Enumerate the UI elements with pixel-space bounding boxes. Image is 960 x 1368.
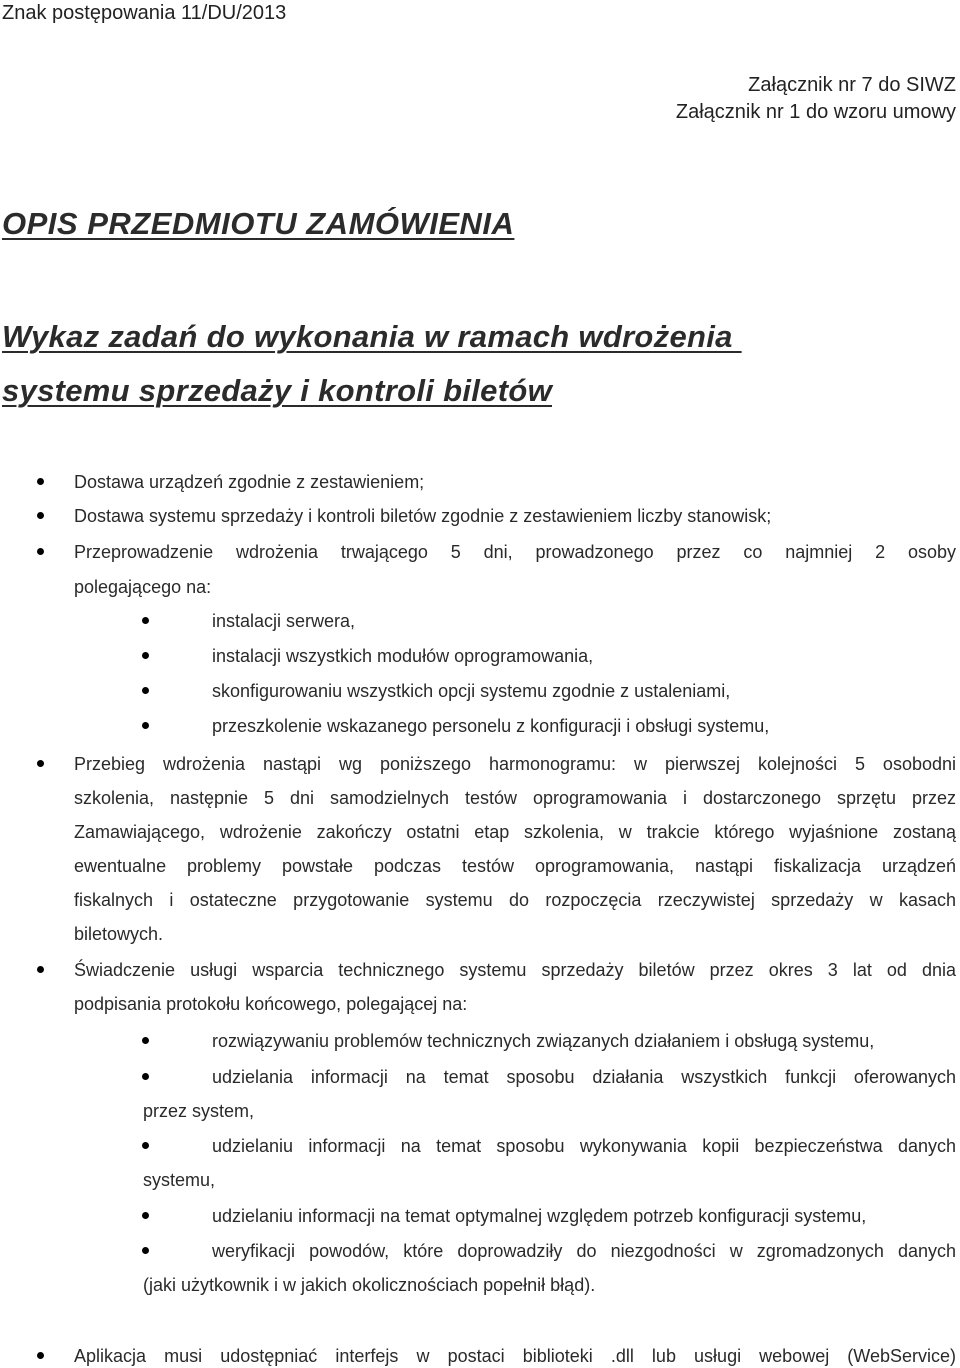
attachment-contract: Załącznik nr 1 do wzoru umowy (675, 101, 956, 123)
bullet-icon (142, 1142, 149, 1149)
bullet-icon (142, 1073, 149, 1080)
sub-list-item: rozwiązywaniu problemów technicznych związanych działaniem i obsługą systemu, (212, 1031, 875, 1051)
list-item-continuation: podpisania protokołu końcowego, polegającej na: (74, 994, 468, 1014)
list-item-continuation: Zamawiającego, wdrożenie zakończy ostatni etap szkolenia, w trakcie którego wyjaśnione zostaną (74, 822, 956, 842)
bullet-icon (142, 687, 149, 694)
bullet-icon (142, 1037, 149, 1044)
bullet-icon (37, 1352, 44, 1359)
bullet-icon (37, 478, 44, 485)
list-item-continuation: fiskalnych i ostateczne przygotowanie systemu do rozpoczęcia rzeczywistej sprzedaży w kasach (74, 890, 956, 910)
bullet-icon (142, 1247, 149, 1254)
sub-list-item-continuation: przez system, (143, 1101, 255, 1121)
bullet-icon (37, 966, 44, 973)
bullet-icon (37, 512, 44, 519)
bullet-icon (37, 760, 44, 767)
sub-list-item: skonfigurowaniu wszystkich opcji systemu zgodnie z ustaleniami, (212, 681, 731, 701)
sub-list-item: instalacji wszystkich modułów oprogramowania, (212, 646, 594, 666)
sub-list-item: weryfikacji powodów, które doprowadziły do niezgodności w zgromadzonych danych (212, 1241, 956, 1261)
bullet-icon (142, 1212, 149, 1219)
subtitle-line-1: Wykaz zadań do wykonania w ramach wdrożenia (2, 319, 742, 354)
bullet-icon (37, 548, 44, 555)
case-number: Znak postępowania 11/DU/2013 (2, 2, 287, 24)
sub-list-item: instalacji serwera, (212, 611, 356, 631)
list-item: Aplikacja musi udostępniać interfejs w postaci biblioteki .dll lub usługi webowej (WebService) (74, 1346, 956, 1366)
list-item-continuation: biletowych. (74, 924, 164, 944)
sub-list-item: udzielania informacji na temat sposobu działania wszystkich funkcji oferowanych (212, 1067, 956, 1087)
list-item-continuation: szkolenia, następnie 5 dni samodzielnych testów oprogramowania i dostarczonego sprzętu przez (74, 788, 956, 808)
sub-list-item: przeszkolenie wskazanego personelu z konfiguracji i obsługi systemu, (212, 716, 770, 736)
list-item: Świadczenie usługi wsparcia technicznego systemu sprzedaży biletów przez okres 3 lat od dnia (74, 960, 956, 980)
subtitle-line-2: systemu sprzedaży i kontroli biletów (2, 373, 552, 408)
list-item-continuation: ewentualne problemy powstałe podczas testów oprogramowania, nastąpi fiskalizacja urządzeń (74, 856, 956, 876)
list-item: Dostawa urządzeń zgodnie z zestawieniem; (74, 472, 425, 492)
page-title: OPIS PRZEDMIOTU ZAMÓWIENIA (2, 206, 515, 241)
sub-list-item-continuation: (jaki użytkownik i w jakich okolicznościach popełnił błąd). (143, 1275, 596, 1295)
bullet-icon (142, 617, 149, 624)
sub-list-item: udzielaniu informacji na temat optymalnej względem potrzeb konfiguracji systemu, (212, 1206, 867, 1226)
sub-list-item: udzielaniu informacji na temat sposobu wykonywania kopii bezpieczeństwa danych (212, 1136, 956, 1156)
list-item: Przebieg wdrożenia nastąpi wg poniższego harmonogramu: w pierwszej kolejności 5 osobodni (74, 754, 956, 774)
bullet-icon (142, 652, 149, 659)
attachment-siwz: Załącznik nr 7 do SIWZ (748, 74, 956, 96)
list-item: Dostawa systemu sprzedaży i kontroli biletów zgodnie z zestawieniem liczby stanowisk; (74, 506, 772, 526)
bullet-icon (142, 722, 149, 729)
list-item: Przeprowadzenie wdrożenia trwającego 5 dni, prowadzonego przez co najmniej 2 osoby (74, 542, 956, 562)
sub-list-item-continuation: systemu, (143, 1170, 216, 1190)
list-item-continuation: polegającego na: (74, 577, 212, 597)
